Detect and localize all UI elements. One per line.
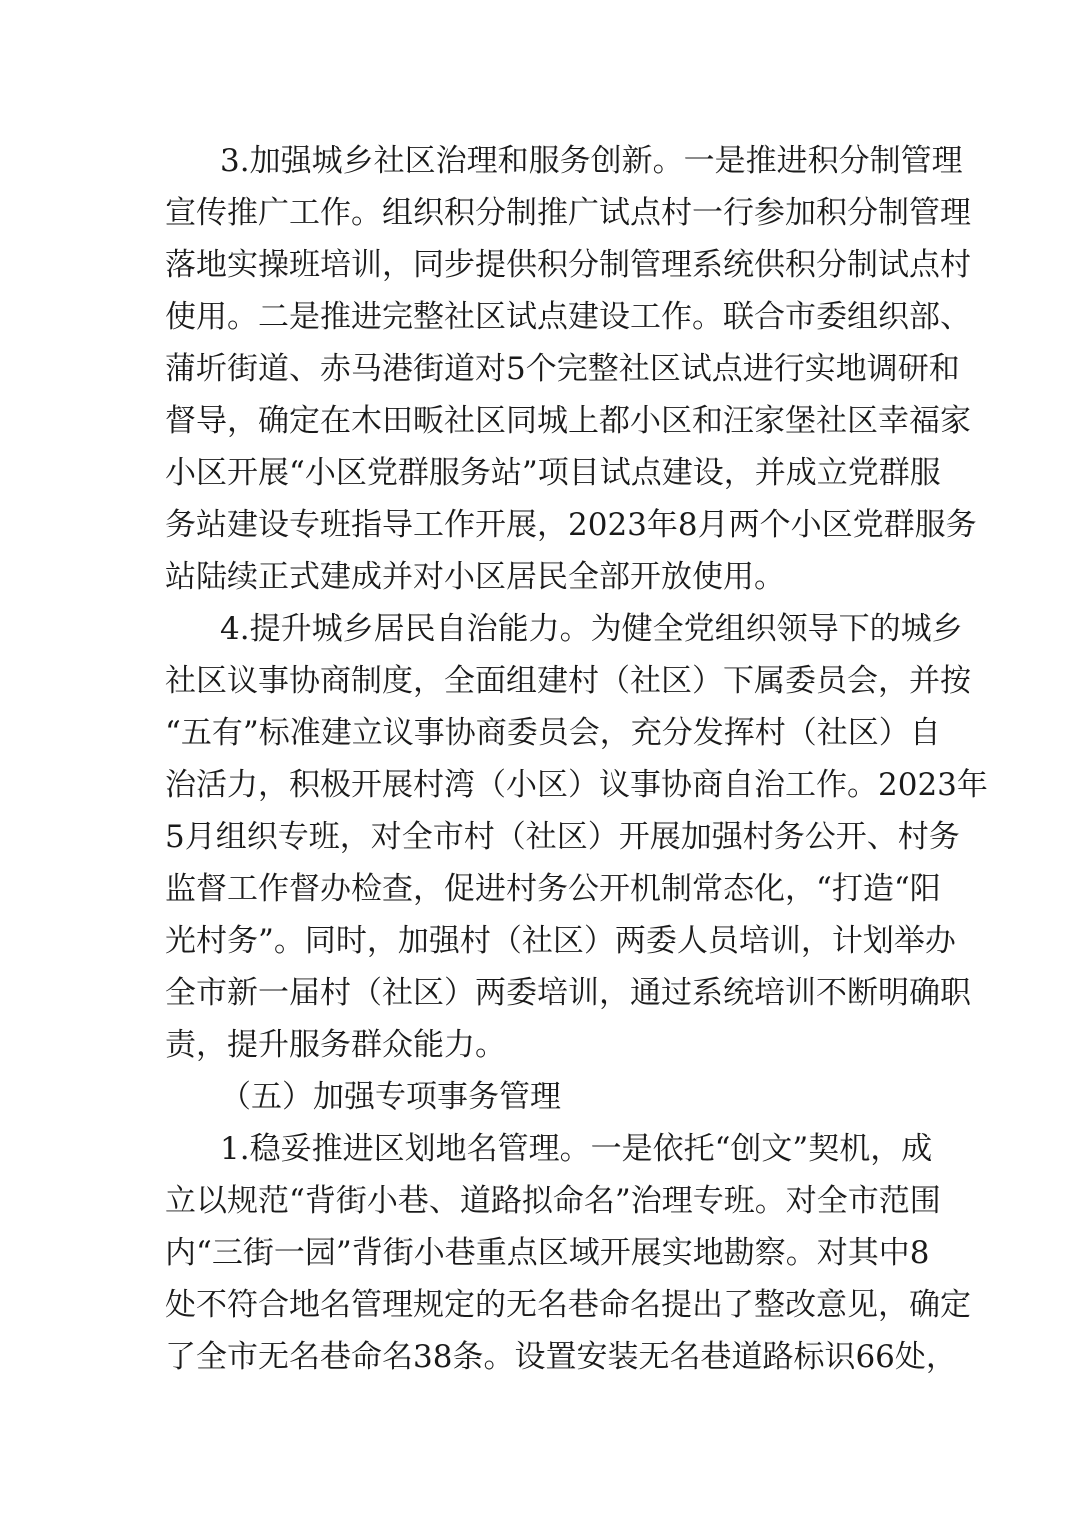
paragraph-1-line-1: 1.稳妥推进区划地名管理。一是依托“创文”契机，成 (220, 1131, 933, 1167)
paragraph-4-line-9: 责，提升服务群众能力。 (165, 1027, 506, 1063)
paragraph-3-line-5: 蒲圻街道、赤马港街道对5个完整社区试点进行实地调研和 (165, 351, 960, 387)
paragraph-1-line-5: 了全市无名巷命名38条。设置安装无名巷道路标识66处， (165, 1339, 957, 1375)
paragraph-4-line-7: 光村务”。同时，加强村（社区）两委人员培训，计划举办 (165, 923, 956, 959)
paragraph-1-line-4: 处不符合地名管理规定的无名巷命名提出了整改意见，确定 (165, 1287, 971, 1323)
paragraph-4-line-5: 5月组织专班，对全市村（社区）开展加强村务公开、村务 (165, 819, 960, 855)
paragraph-3-line-7: 小区开展“小区党群服务站”项目试点建设，并成立党群服 (165, 455, 941, 491)
paragraph-4-line-6: 监督工作督办检查，促进村务公开机制常态化，“打造“阳 (165, 871, 941, 907)
paragraph-1-line-3: 内“三街一园”背街小巷重点区域开展实地勘察。对其中8 (165, 1235, 930, 1271)
paragraph-3-line-2: 宣传推广工作。组织积分制推广试点村一行参加积分制管理 (165, 195, 971, 231)
paragraph-4-line-2: 社区议事协商制度，全面组建村（社区）下属委员会，并按 (165, 663, 971, 699)
paragraph-4-line-8: 全市新一届村（社区）两委培训，通过系统培训不断明确职 (165, 975, 971, 1011)
paragraph-4-line-3: “五有”标准建立议事协商委员会，充分发挥村（社区）自 (165, 715, 941, 751)
paragraph-3-line-3: 落地实操班培训，同步提供积分制管理系统供积分制试点村 (165, 247, 971, 283)
section-heading: （五）加强专项事务管理 (220, 1079, 561, 1115)
paragraph-3-line-1: 3.加强城乡社区治理和服务创新。一是推进积分制管理 (220, 143, 963, 179)
paragraph-1-line-2: 立以规范“背街小巷、道路拟命名”治理专班。对全市范围 (165, 1183, 941, 1219)
paragraph-3-line-8: 务站建设专班指导工作开展，2023年8月两个小区党群服务 (165, 507, 977, 543)
paragraph-3-line-9: 站陆续正式建成并对小区居民全部开放使用。 (165, 559, 785, 595)
paragraph-4-line-4: 治活力，积极开展村湾（小区）议事协商自治工作。2023年 (165, 767, 988, 803)
paragraph-3-line-6: 督导，确定在木田畈社区同城上都小区和汪家堡社区幸福家 (165, 403, 971, 439)
paragraph-3-line-4: 使用。二是推进完整社区试点建设工作。联合市委组织部、 (165, 299, 971, 335)
paragraph-4-line-1: 4.提升城乡居民自治能力。为健全党组织领导下的城乡 (220, 611, 963, 647)
